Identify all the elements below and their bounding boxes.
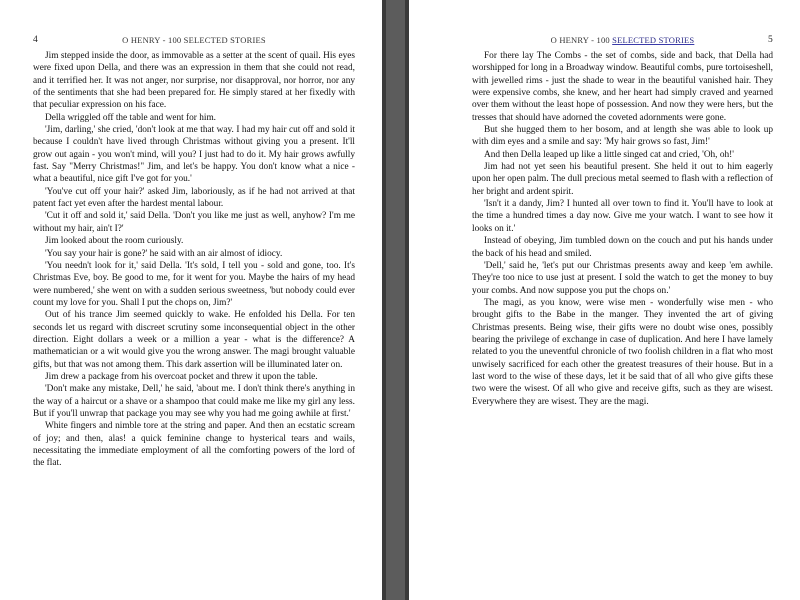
paragraph: For there lay The Combs - the set of combs, side and back, that Della had worshipped for long in a Broadway window. Beautiful combs, pure tortoiseshell, with jewelled rims - just the shade to wear in the beautiful vanished hair. They were expensive combs, she knew, and her heart had simply craved and yearned over them without the least hope of possession. And now they were hers, but the tresses that should have adorned the coveted adornments were gone. (472, 51, 773, 123)
paragraph: Jim had not yet seen his beautiful present. She held it out to him eagerly upon her open palm. The dull precious metal seemed to flash with a reflection of her bright and ardent spirit. (472, 162, 773, 197)
paragraph: Instead of obeying, Jim tumbled down on the couch and put his hands under the back of his head and smiled. (472, 236, 773, 259)
paragraph: But she hugged them to her bosom, and at length she was able to look up with dim eyes and a smile and say: 'My hair grows so fast, Jim!' (472, 125, 773, 148)
running-head-title (472, 34, 773, 47)
running-header (472, 34, 773, 47)
paragraph: Jim drew a package from his overcoat pocket and threw it upon the table. (45, 371, 318, 382)
paragraph: 'You've cut off your hair?' asked Jim, laboriously, as if he had not arrived at that patent fact yet even after the hardest mental labour. (33, 186, 355, 210)
running-head-title: O HENRY - 100 SELECTED STORIES (122, 35, 266, 45)
paragraph: Della wriggled off the table and went for him. (45, 112, 216, 123)
paragraph: Out of his trance Jim seemed quickly to wake. He enfolded his Della. For ten seconds let us regard with discreet scrutiny some inconsequential object in the other direction. Eight dollars a week or a million a year - what is the difference? A mathematician or a wit would give you the wrong answer. The magi brought valuable gifts, but that was not among them. This dark assertion will be illuminated later on. (33, 310, 355, 370)
page-5 (409, 0, 800, 600)
page-body (472, 50, 773, 408)
page-body (33, 50, 355, 470)
running-head-prefix: O HENRY - 100 (550, 35, 613, 45)
paragraph: White fingers and nimble tore at the string and paper. And then an ecstatic scream of joy; and then, alas! a quick feminine change to hysterical tears and wails, necessitating the immediate employment of all the comforting powers of the lord of the flat. (33, 421, 355, 469)
paragraph: 'You needn't look for it,' said Della. 'It's sold, I tell you - sold and gone, too. It's Christmas Eve, boy. Be good to me, for it went for you. Maybe the hairs of my head were numbered,' she went on with a sudden serious sweetness, 'but nobody could ever count my love for you. Shall I put the chops on, Jim?' (33, 260, 355, 308)
paragraph: Jim looked about the room curiously. (45, 236, 184, 247)
paragraph: 'Cut it off and sold it,' said Della. 'Don't you like me just as well, anyhow? I'm me without my hair, ain't I?' (33, 211, 355, 234)
paragraph: 'Isn't it a dandy, Jim? I hunted all over town to find it. You'll have to look at the time a hundred times a day now. Give me your watch. I want to see how it looks on it.' (472, 199, 773, 234)
running-header (33, 34, 355, 47)
paragraph: And then Della leaped up like a little singed cat and cried, 'Oh, oh!' (484, 149, 734, 160)
running-head-link[interactable]: SELECTED STORIES (612, 35, 695, 45)
page-number: 4 (33, 35, 38, 45)
page-4 (0, 0, 382, 600)
page-gap-shadow (382, 0, 386, 600)
page-number: 5 (768, 35, 773, 45)
paragraph: Jim stepped inside the door, as immovable as a setter at the scent of quail. His eyes were fixed upon Della, and there was an expression in them that she could not read, and it terrified her. It was not anger, nor surprise, nor disapproval, nor horror, nor any of the sentiments that she had been prepared for. He simply stared at her fixedly with that peculiar expression on his face. (33, 51, 355, 111)
paragraph: The magi, as you know, were wise men - wonderfully wise men - who brought gifts to the Babe in the manger. They invented the art of giving Christmas presents. Being wise, their gifts were no doubt wise ones, possibly bearing the privilege of exchange in case of duplication. And here I have lamely related to you the uneventful chronicle of two foolish children in a flat who most unwisely sacrificed for each other the greatest treasures of their house. But in a last word to the wise of these days, let it be said that of all who give gifts these two were the wisest. Of all who give and receive gifts, such as they are wisest. Everywhere they are wisest. They are the magi. (472, 297, 773, 407)
paragraph: 'Jim, darling,' she cried, 'don't look at me that way. I had my hair cut off and sold it because I couldn't have lived through Christmas without giving you a present. It'll grow out again - you won't mind, will you? I just had to do it. My hair grows awfully fast. Say "Merry Christmas!" Jim, and let's be happy. You don't know what a nice - what a beautiful, nice gift I've got for you.' (33, 125, 355, 185)
paragraph: 'Dell,' said he, 'let's put our Christmas presents away and keep 'em awhile. They're too nice to use just at present. I sold the watch to get the money to buy your combs. And now suppose you put the chops on.' (472, 260, 773, 296)
paragraph: 'You say your hair is gone?' he said with an air almost of idiocy. (45, 248, 283, 259)
paragraph: 'Don't make any mistake, Dell,' he said, 'about me. I don't think there's anything in the way of a haircut or a shave or a shampoo that could make me like my girl any less. But if you'll unwrap that package you may see why you had me going awhile at first.' (33, 384, 355, 419)
